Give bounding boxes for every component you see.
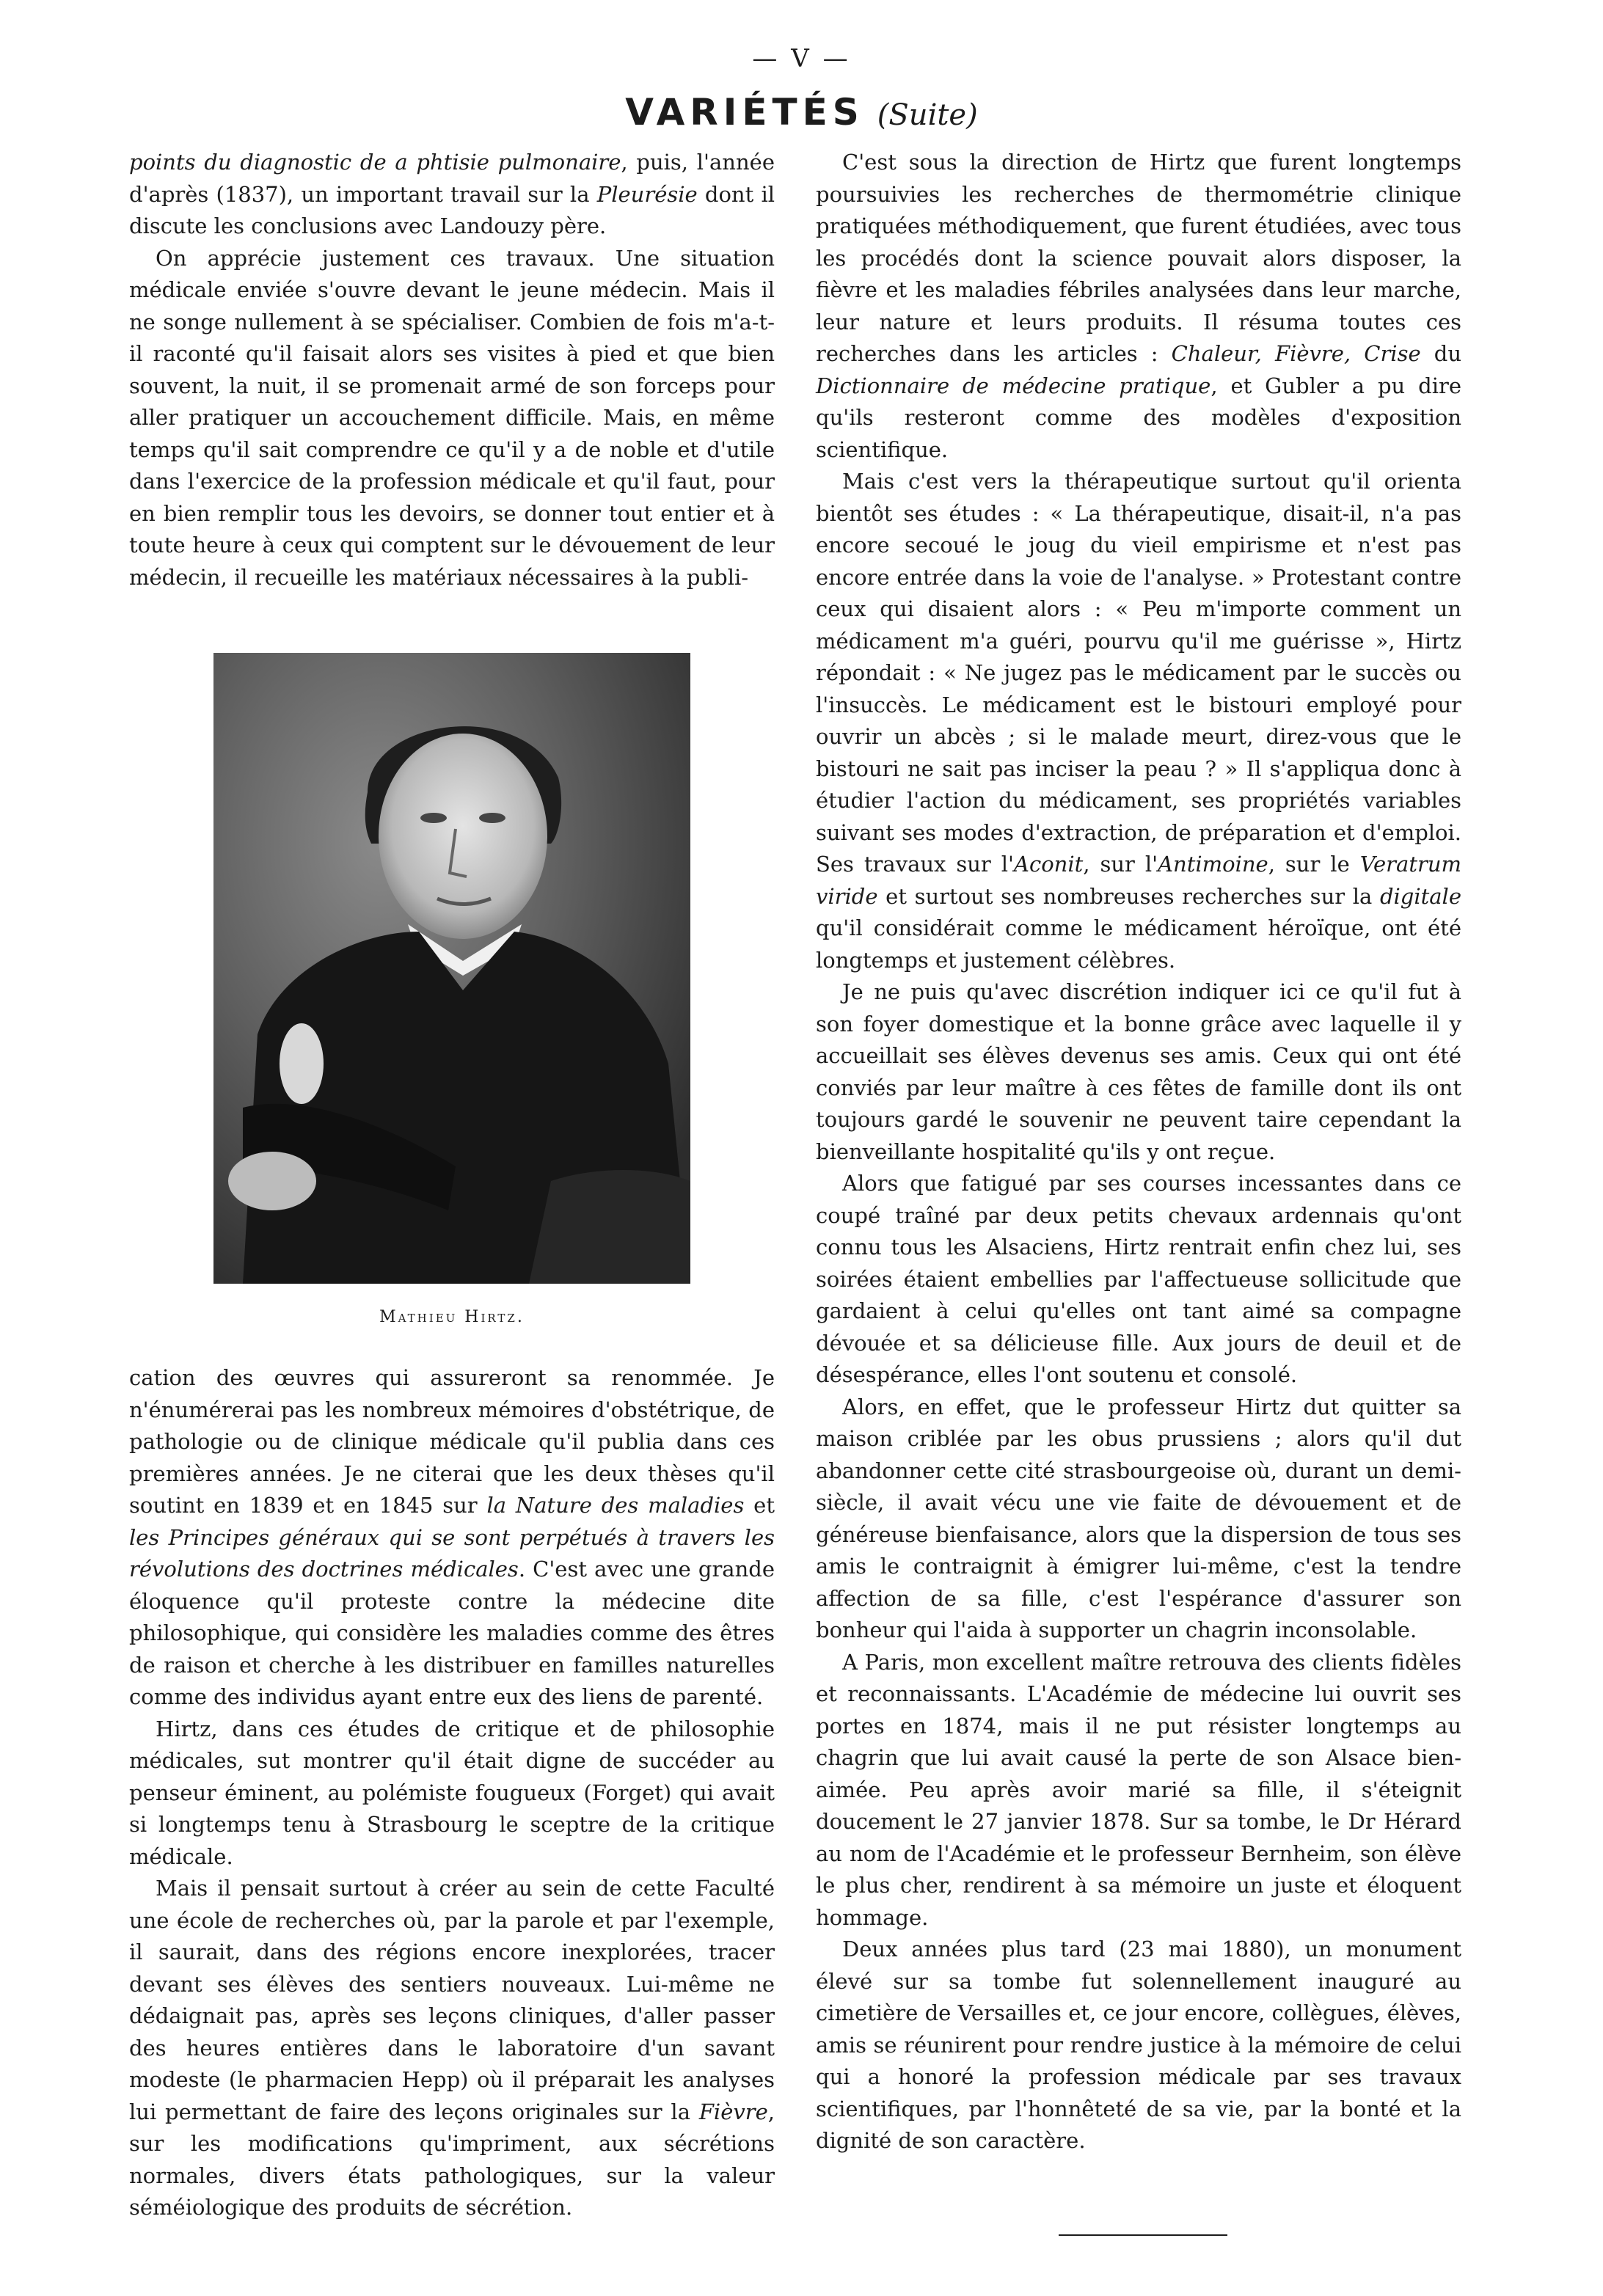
article-paragraph (816, 976, 1461, 1168)
italic-text: digitale (1379, 883, 1461, 909)
text-run: du (1420, 341, 1461, 366)
text-run: Je ne puis qu'avec discrétion indiquer ici ce qu'il fut à son foyer domestique et la bonne grâce avec laquelle il y accueillait ses élèves devenus ses amis. Ceux qui ont été conviés par leur maître à ces fêtes de famille dont ils ont toujours gardé le souvenir ne peuvent taire cependant la bienveillante hospitalité qu'ils y ont reçue. (816, 979, 1461, 1164)
article-paragraph (816, 147, 1461, 466)
text-run: On apprécie justement ces travaux. Une situation médicale enviée s'ouvre devant le jeune médecin. Mais il ne songe nullement à se spécialiser. Combien de fois m'a-t-il raconté qu'il faisait alors ses visites à pied et que bien souvent, la nuit, il se promenait armé de son forceps pour aller pratiquer un accouchement difficile. Mais, en même temps qu'il sait comprendre ce qu'il y a de noble et d'utile dans l'exercice de la profession médicale et qu'il faut, pour en bien remplir tous les devoirs, se donner tout entier et à toute heure à ceux qui comptent sur le dévouement de leur médecin, il recueille les matériaux nécessaires à la publi- (129, 245, 775, 590)
section-title: VARIÉTÉS (625, 91, 864, 134)
text-run: dont il discute les conclusions avec Landouzy père. (129, 181, 775, 238)
text-run: . C'est avec une grande éloquence qu'il proteste contre la médecine dite philosophique, qui considère les maladies comme des êtres de raison et cherche à les distribuer en familles naturelles comme des individus ayant entre eux des liens de parenté. (129, 1557, 775, 1709)
italic-text: Aconit (1014, 852, 1084, 877)
figure-caption: Mathieu Hirtz. (379, 1308, 525, 1326)
right-column (816, 147, 1461, 2157)
italic-text: Fièvre (698, 2099, 768, 2124)
article-paragraph (816, 1647, 1461, 1934)
text-run: qu'il considérait comme le médicament héroïque, ont été longtemps et justement célèbres. (816, 915, 1461, 973)
text-run: C'est sous la direction de Hirtz que furent longtemps poursuivies les recherches de thermométrie clinique pratiquées méthodiquement, que furent étudiées, avec tous les procédés dont la science pouvait alors disposer, la fièvre et les maladies fébriles analysées dans leur marche, leur nature et leurs produits. Il résuma toutes ces recherches dans les articles : (816, 150, 1461, 366)
article-paragraph (816, 1168, 1461, 1392)
italic-text: les Principes généraux qui se sont perpétués à travers les révolutions des doctrines médicales (129, 1524, 775, 1582)
article-paragraph (816, 466, 1461, 976)
text-run: , sur l' (1083, 852, 1158, 877)
text-run: , puis, l'année d'après (1837), un important travail sur la (129, 150, 775, 207)
italic-text: Pleurésie (596, 181, 698, 207)
italic-text: Chaleur, Fièvre, Crise (1171, 341, 1421, 366)
article-paragraph (816, 1934, 1461, 2157)
left-column-bottom (129, 1362, 775, 2224)
text-run: A Paris, mon excellent maître retrouva des clients fidèles et reconnaissants. L'Académie de médecine lui ouvrit ses portes en 1874, mais il ne put résister longtemps au chagrin que lui avait causé la perte de son Alsace bien-aimée. Peu après avoir marié sa fille, il s'éteignit doucement le 27 janvier 1878. Sur sa tombe, le Dr Hérard au nom de l'Académie et le professeur Bernheim, son élève le plus cher, rendirent à sa mémoire un juste et éloquent hommage. (816, 1649, 1461, 1930)
portrait-photograph (213, 653, 690, 1284)
italic-text: Dictionnaire de médecine pratique (816, 373, 1211, 398)
text-run: Mais c'est vers la thérapeutique surtout qu'il orienta bientôt ses études : « La thérapeutique, disait-il, n'a pas encore secoué le joug du vieil empirisme et n'est pas encore entrée dans la voie de l'analyse. » Protestant contre ceux qui disaient alors : « Peu m'importe comment un médicament m'a guéri, pourvu qu'il me guérisse », Hirtz répondait : « Ne jugez pas le médicament par le succès ou l'insuccès. Le médicament est le bistouri employé pour ouvrir un abcès ; si le malade meurt, direz-vous que le bistouri ne sait pas inciser la peau ? » Il s'appliqua donc à étudier l'action du médicament, ses propriétés variables suivant ses modes d'extraction, de préparation et d'emploi. Ses travaux sur l' (816, 469, 1461, 877)
text-run: Alors, en effet, que le professeur Hirtz dut quitter sa maison criblée par les obus prussiens ; alors qu'il dut abandonner cette cité strasbourgeoise où, durant un demi-siècle, il avait vécu une vie faite de dévouement et de généreuse bienfaisance, alors que la dispersion de tous ses amis le contraignit à émigrer lui-même, c'est la tendre affection de sa fille, c'est l'espérance d'assurer son bonheur qui l'aida à supporter un chagrin inconsolable. (816, 1394, 1461, 1642)
article-paragraph (129, 1873, 775, 2224)
italic-text: Veratrum viride (816, 852, 1462, 909)
end-rule (1059, 2234, 1227, 2236)
italic-text: la Nature des maladies (486, 1493, 745, 1518)
italic-text: Antimoine (1158, 852, 1268, 877)
article-paragraph (129, 1362, 775, 1714)
page-number: — V — (752, 44, 851, 73)
text-run: et surtout ses nombreuses recherches sur la (877, 883, 1380, 909)
text-run: , sur les modifications qu'impriment, aux sécrétions normales, divers états pathologiques, sur la valeur séméiologique des produits de sécrétion. (129, 2099, 775, 2220)
portrait-illustration (213, 653, 690, 1284)
text-run: Deux années plus tard (23 mai 1880), un monument élevé sur sa tombe fut solennellement inauguré au cimetière de Versailles et, ce jour encore, collègues, élèves, amis se réunirent pour rendre justice à la mémoire de celui qui a honoré la profession médicale par ses travaux scientifiques, par l'honnêteté de sa vie, par la bonté et la dignité de son caractère. (816, 1937, 1461, 2153)
text-run: , sur le (1268, 852, 1360, 877)
page-title (0, 91, 1603, 134)
italic-text: points du diagnostic de a phtisie pulmonaire (129, 150, 621, 175)
text-run: Hirtz, dans ces études de critique et de philosophie médicales, sut montrer qu'il était digne de succéder au penseur éminent, au polémiste fougueux (Forget) qui avait si longtemps tenu à Strasbourg le sceptre de la critique médicale. (129, 1716, 775, 1869)
article-paragraph (816, 1392, 1461, 1647)
left-column-top (129, 147, 775, 593)
text-run: Mais il pensait surtout à créer au sein de cette Faculté une école de recherches où, par la parole et par l'exemple, il saurait, dans des régions encore inexplorées, tracer devant ses élèves des sentiers nouveaux. Lui-même ne dédaignait pas, après ses leçons cliniques, d'aller passer des heures entières dans le laboratoire d'un savant modeste (le pharmacien Hepp) où il préparait les analyses lui permettant de faire des leçons originales sur la (129, 1876, 775, 2124)
section-title-suffix: (Suite) (877, 98, 978, 132)
text-run: et (744, 1493, 775, 1518)
article-paragraph (129, 147, 775, 243)
text-run: Alors que fatigué par ses courses incessantes dans ce coupé traîné par deux petits chevaux ardennais qu'ont connu tous les Alsaciens, Hirtz rentrait enfin chez lui, ses soirées étaient embellies par l'affectueuse sollicitude que gardaient à celui qu'elles ont tant aimé sa compagne dévouée et sa délicieuse fille. Aux jours de deuil et de désespérance, elles l'ont soutenu et consolé. (816, 1171, 1461, 1387)
text-run: , et Gubler a pu dire qu'ils resteront comme des modèles d'exposition scientifique. (816, 373, 1461, 462)
article-paragraph (129, 243, 775, 594)
article-paragraph (129, 1714, 775, 1873)
text-run: cation des œuvres qui assureront sa renommée. Je n'énumérerai pas les nombreux mémoires d'obstétrique, de pathologie ou de clinique médicale qu'il publia dans ces premières années. Je ne citerai que les deux thèses qu'il soutint en 1839 et en 1845 sur (129, 1365, 775, 1518)
